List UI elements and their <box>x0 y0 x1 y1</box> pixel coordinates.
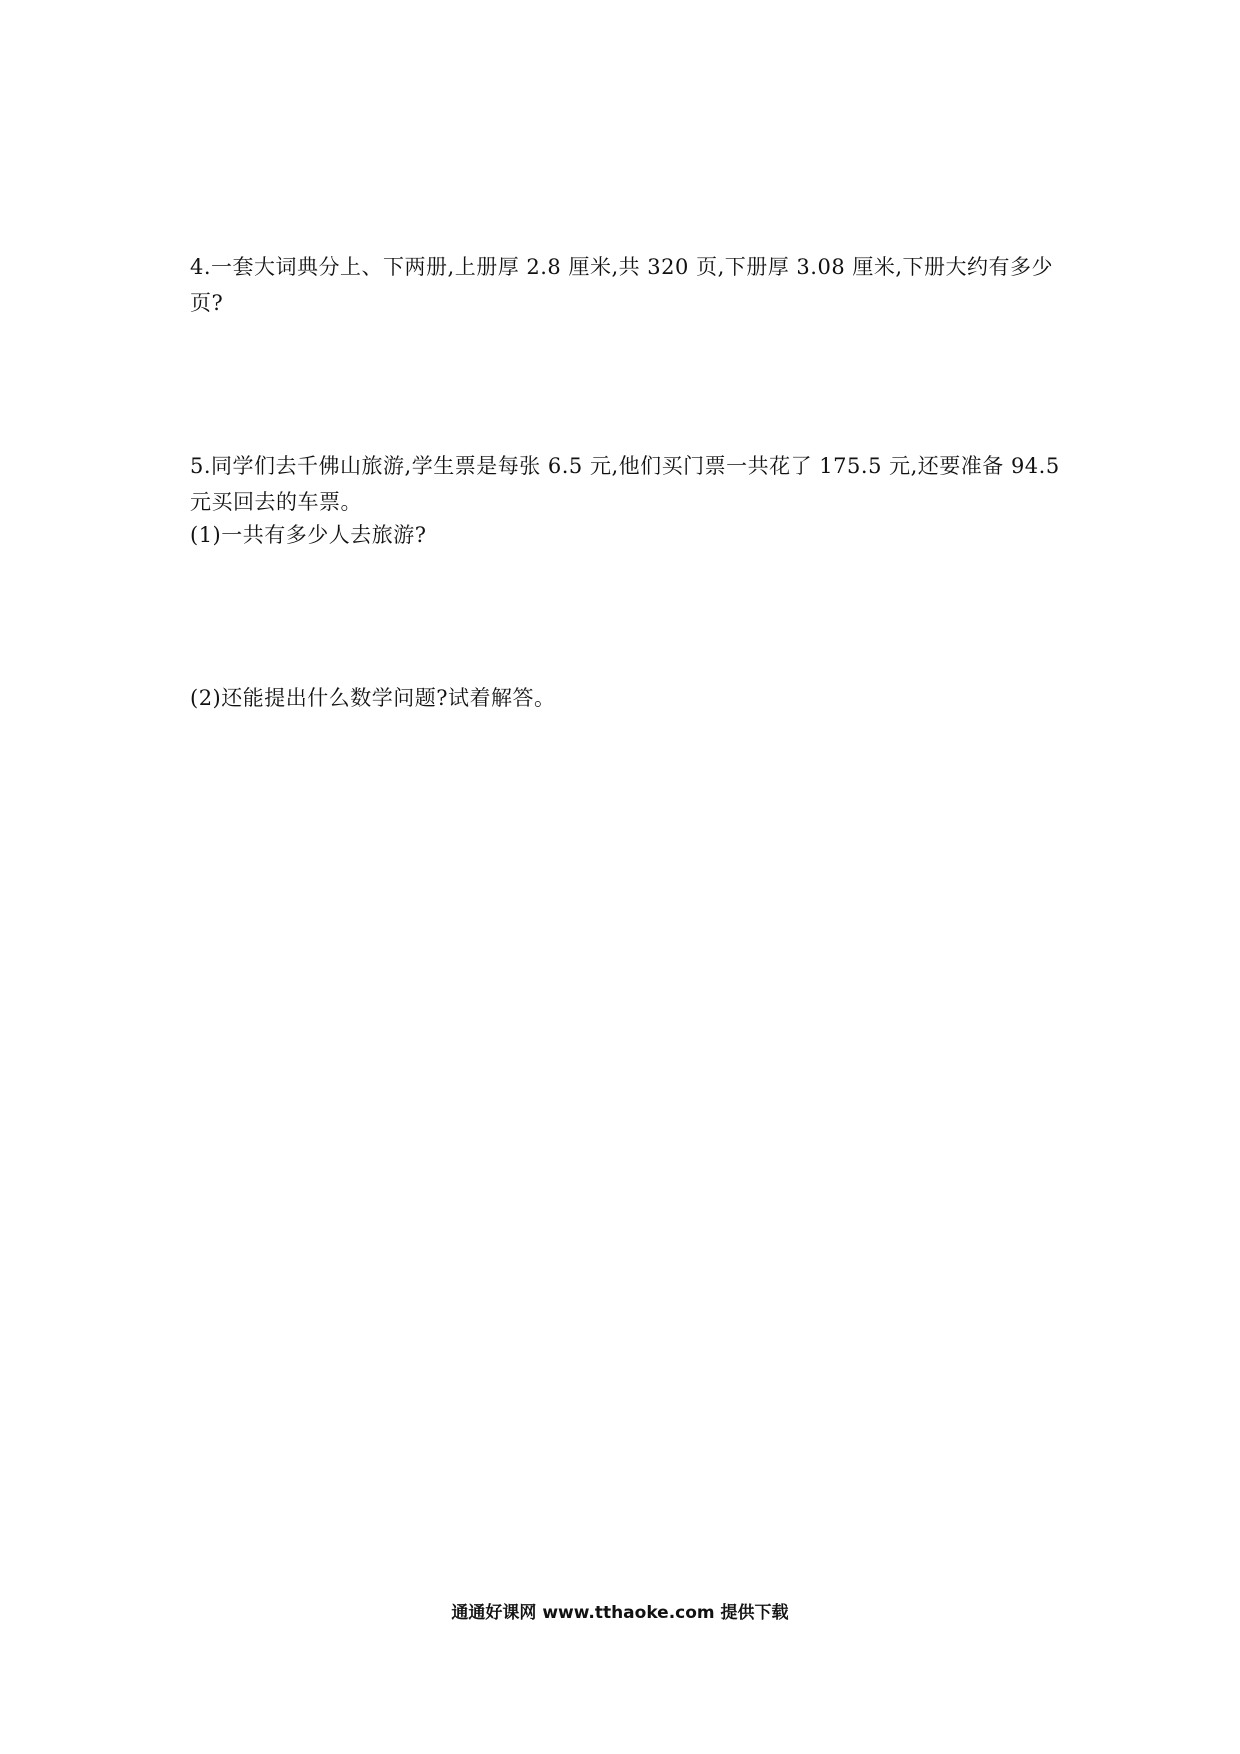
question-4-text-line-1: 4.一套大词典分上、下两册,上册厚 2.8 厘米,共 320 页,下册厚 3.08 厘米,下册大约有多少 <box>190 255 1054 279</box>
question-5-text-line-2: 元买回去的车票。 <box>190 490 362 514</box>
question-5-subquestion-2: (2)还能提出什么数学问题?试着解答。 <box>190 686 556 710</box>
question-5-subquestion-1: (1)一共有多少人去旅游? <box>190 523 427 547</box>
question-5-text-line-1: 5.同学们去千佛山旅游,学生票是每张 6.5 元,他们买门票一共花了 175.5 元,还要准备 94.5 <box>190 454 1060 478</box>
footer-watermark-text: 通通好课网 www.tthaoke.com 提供下载 <box>451 1603 789 1623</box>
question-4-text-line-2: 页? <box>190 291 224 315</box>
